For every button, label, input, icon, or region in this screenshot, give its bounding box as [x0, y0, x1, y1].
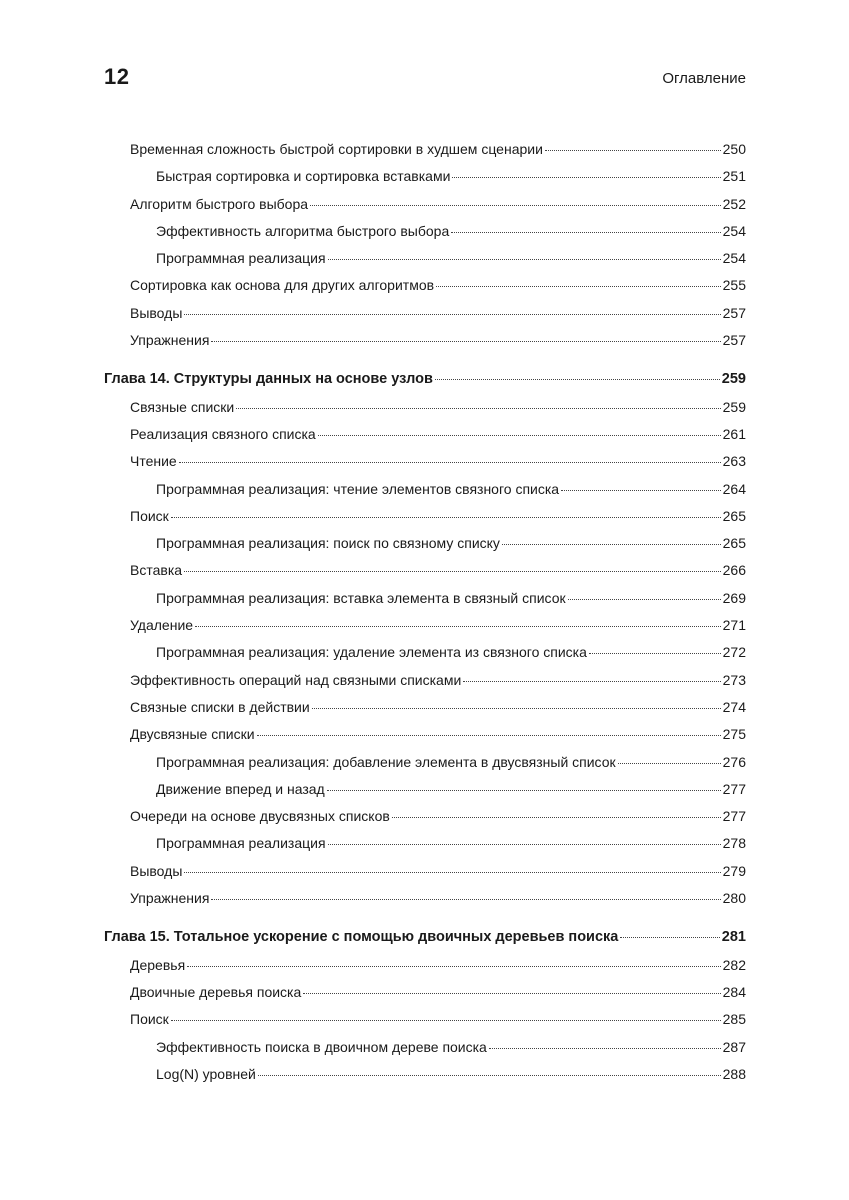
toc-entry — [104, 585, 746, 612]
toc-entry-title: Эффективность алгоритма быстрого выбора — [156, 222, 450, 239]
toc-entry — [104, 979, 746, 1006]
toc-entry-page: 276 — [722, 753, 746, 770]
toc-entry-page: 257 — [722, 332, 746, 349]
toc-entry-title: Поиск — [130, 1011, 169, 1028]
dot-leader — [327, 789, 721, 791]
toc-entry — [104, 503, 746, 530]
toc-entry — [104, 803, 746, 830]
toc-entry-page: 280 — [722, 890, 746, 907]
dot-leader — [310, 204, 721, 206]
toc-entry — [104, 136, 746, 163]
toc-entry-title: Глава 15. Тотальное ускорение с помощью двоичных деревьев поиска — [104, 929, 619, 946]
toc-entry — [104, 858, 746, 885]
dot-leader — [451, 231, 720, 233]
toc-chapter-entry — [104, 924, 746, 951]
toc-entry-page: 259 — [721, 371, 746, 388]
toc-entry-title: Выводы — [130, 304, 183, 321]
toc-entry-title: Связные списки в действии — [130, 698, 310, 715]
toc-entry — [104, 421, 746, 448]
toc-entry-page: 252 — [722, 195, 746, 212]
toc-entry-title: Деревья — [130, 956, 186, 973]
toc-entry — [104, 394, 746, 421]
toc-entry — [104, 1034, 746, 1061]
toc-entry-page: 277 — [722, 808, 746, 825]
table-of-contents — [104, 136, 746, 1088]
toc-entry-page: 275 — [722, 726, 746, 743]
toc-entry-title: Двоичные деревья поиска — [130, 983, 302, 1000]
toc-entry-page: 263 — [722, 453, 746, 470]
toc-entry-title: Временная сложность быстрой сортировки в худшем сценарии — [130, 141, 543, 157]
toc-entry-title: Реализация связного списка — [130, 425, 316, 442]
toc-entry-page: 285 — [722, 1011, 746, 1028]
toc-entry-page: 288 — [722, 1065, 746, 1082]
dot-leader — [589, 652, 721, 654]
toc-entry — [104, 612, 746, 639]
toc-entry-page: 282 — [722, 956, 746, 973]
toc-entry — [104, 830, 746, 857]
toc-entry-title: Упражнения — [130, 890, 210, 907]
toc-entry — [104, 163, 746, 190]
toc-entry — [104, 448, 746, 475]
toc-entry — [104, 218, 746, 245]
dot-leader — [392, 816, 721, 818]
toc-entry-page: 255 — [722, 277, 746, 294]
toc-entry-title: Программная реализация: чтение элементов связного списка — [156, 480, 560, 497]
toc-entry-title: Удаление — [130, 617, 194, 634]
toc-entry — [104, 885, 746, 912]
toc-entry — [104, 476, 746, 503]
dot-leader — [303, 992, 720, 994]
toc-entry — [104, 300, 746, 327]
toc-entry-title: Глава 14. Структуры данных на основе узлов — [104, 371, 433, 388]
dot-leader — [179, 461, 721, 463]
running-head: Оглавление — [662, 70, 746, 87]
dot-leader — [211, 898, 720, 900]
toc-entry-title: Программная реализация — [156, 835, 326, 852]
toc-entry — [104, 1061, 746, 1088]
toc-entry-title: Вставка — [130, 562, 183, 579]
dot-leader — [328, 258, 721, 260]
dot-leader — [545, 149, 721, 151]
toc-entry — [104, 639, 746, 666]
toc-entry-page: 254 — [722, 250, 746, 267]
toc-entry — [104, 749, 746, 776]
dot-leader — [236, 407, 720, 409]
toc-entry-page: 273 — [722, 671, 746, 688]
dot-leader — [318, 434, 721, 436]
toc-entry-page: 265 — [722, 507, 746, 524]
dot-leader — [568, 598, 721, 600]
toc-entry-title: Поиск — [130, 507, 169, 524]
toc-entry-page: 272 — [722, 644, 746, 661]
dot-leader — [195, 625, 721, 627]
toc-entry-page: 274 — [722, 698, 746, 715]
dot-leader — [620, 936, 719, 938]
dot-leader — [561, 489, 721, 491]
toc-entry-page: 257 — [722, 304, 746, 321]
toc-entry-title: Чтение — [130, 453, 177, 470]
dot-leader — [258, 1074, 721, 1076]
toc-entry-title: Алгоритм быстрого выбора — [130, 195, 309, 212]
toc-entry — [104, 530, 746, 557]
dot-leader — [211, 340, 720, 342]
toc-entry — [104, 667, 746, 694]
toc-entry-page: 266 — [722, 562, 746, 579]
page-number: 12 — [104, 64, 130, 89]
toc-entry — [104, 327, 746, 354]
toc-entry-title: Сортировка как основа для других алгоритмов — [130, 277, 435, 294]
toc-entry-page: 269 — [722, 589, 746, 606]
toc-entry-title: Движение вперед и назад — [156, 780, 325, 797]
toc-entry-page: 264 — [722, 480, 746, 497]
toc-entry — [104, 245, 746, 272]
toc-entry-page: 287 — [722, 1038, 746, 1055]
toc-entry — [104, 1006, 746, 1033]
toc-entry-title: Очереди на основе двусвязных списков — [130, 808, 390, 825]
toc-chapter-entry — [104, 366, 746, 393]
toc-entry-page: 284 — [722, 983, 746, 1000]
toc-entry — [104, 776, 746, 803]
toc-entry — [104, 952, 746, 979]
dot-leader — [184, 871, 720, 873]
dot-leader — [618, 762, 721, 764]
dot-leader — [489, 1047, 721, 1049]
toc-entry-title: Упражнения — [130, 332, 210, 349]
dot-leader — [312, 707, 721, 709]
dot-leader — [184, 313, 720, 315]
toc-entry-title: Программная реализация — [156, 250, 326, 267]
toc-entry-title: Быстрая сортировка и сортировка вставками — [156, 168, 451, 185]
toc-entry-title: Программная реализация: вставка элемента в связный список — [156, 589, 566, 606]
toc-entry — [104, 694, 746, 721]
toc-entry-title: Программная реализация: удаление элемента из связного списка — [156, 644, 587, 661]
toc-entry-title: Программная реализация: поиск по связному списку — [156, 535, 500, 552]
dot-leader — [328, 843, 721, 845]
dot-leader — [257, 734, 721, 736]
toc-entry-page: 277 — [722, 780, 746, 797]
dot-leader — [187, 965, 720, 967]
toc-entry — [104, 557, 746, 584]
dot-leader — [452, 176, 720, 178]
toc-entry-page: 271 — [722, 617, 746, 634]
toc-entry-page: 251 — [722, 168, 746, 185]
dot-leader — [171, 516, 721, 518]
toc-entry-page: 254 — [722, 222, 746, 239]
toc-entry-title: Эффективность поиска в двоичном дереве поиска — [156, 1038, 487, 1055]
toc-entry-title: Выводы — [130, 862, 183, 879]
toc-entry-page: 265 — [722, 535, 746, 552]
toc-entry-page: 278 — [722, 835, 746, 852]
dot-leader — [463, 680, 720, 682]
toc-entry-title: Log(N) уровней — [156, 1065, 256, 1082]
toc-entry-page: 259 — [722, 398, 746, 415]
dot-leader — [171, 1019, 721, 1021]
toc-entry-title: Двусвязные списки — [130, 726, 255, 743]
toc-entry — [104, 272, 746, 299]
dot-leader — [435, 378, 720, 380]
toc-entry-page: 279 — [722, 862, 746, 879]
toc-entry-page: 261 — [722, 425, 746, 442]
dot-leader — [184, 570, 721, 572]
dot-leader — [502, 543, 721, 545]
toc-entry-page: 281 — [721, 929, 746, 946]
toc-entry-title: Программная реализация: добавление элемента в двусвязный список — [156, 753, 616, 770]
toc-entry — [104, 191, 746, 218]
toc-entry-page: 250 — [722, 141, 746, 157]
toc-entry-title: Связные списки — [130, 398, 235, 415]
toc-entry — [104, 721, 746, 748]
toc-entry-title: Эффективность операций над связными списками — [130, 671, 462, 688]
dot-leader — [436, 285, 721, 287]
